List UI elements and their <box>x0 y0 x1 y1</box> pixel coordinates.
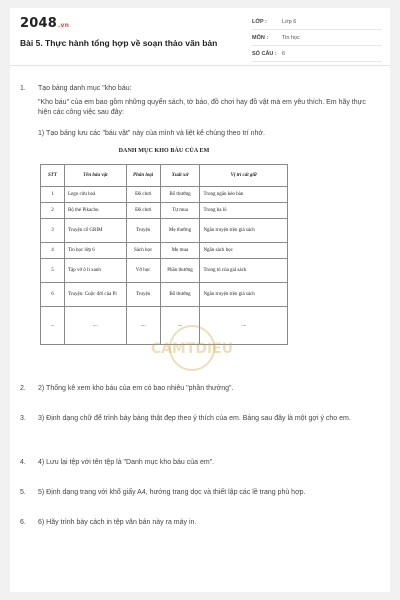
table-row <box>41 259 288 283</box>
meta-label: MÔN : <box>252 34 269 41</box>
table-cell: 5 <box>41 259 65 283</box>
table-cell: 6 <box>41 283 65 307</box>
meta-value: 6 <box>282 50 286 57</box>
table-cell: 1 <box>41 187 65 203</box>
table-cell: .... <box>126 307 160 345</box>
question-number: 1. <box>20 85 26 92</box>
table-cell: Đồ chơi <box>126 187 160 203</box>
question-6 <box>20 518 380 532</box>
table-cell: Trong ngăn kéo bàn <box>200 187 288 203</box>
question-text: 4) Lưu lại tệp với tên tệp là "Danh mục kho báu của em". <box>38 459 215 466</box>
logo-main: 2048 <box>20 16 57 31</box>
question-heading: Tạo bảng danh mục "kho báu: <box>38 85 132 92</box>
table-cell: Bố thưởng <box>160 283 200 307</box>
question-number: 6. <box>20 519 26 526</box>
col-header-stt: STT <box>41 165 65 187</box>
question-2 <box>20 384 380 398</box>
table-cell: .... <box>160 307 200 345</box>
table-row <box>41 203 288 219</box>
table-cell: Đồ chơi <box>126 203 160 219</box>
table-header-row <box>41 165 288 187</box>
table-cell: Mẹ mua <box>160 243 200 259</box>
page-title: Bài 5. Thực hành tổng hợp về soạn thảo văn bản <box>20 38 218 48</box>
question-subtask: 1) Tạo bảng lưu các "báu vật" này của mình và liệt kê chúng theo trí nhớ. <box>38 130 265 137</box>
question-1 <box>20 84 380 144</box>
table-row <box>41 243 288 259</box>
header <box>10 8 390 66</box>
meta-value: Tin học <box>282 34 300 41</box>
meta-value: Lớp 6 <box>282 18 297 25</box>
table-cell: Tin học lớp 6 <box>64 243 126 259</box>
table-row <box>41 187 288 203</box>
table-cell: .... <box>200 307 288 345</box>
col-header-category: Phân loại <box>126 165 160 187</box>
table-cell: Phần thưởng <box>160 259 200 283</box>
question-number: 3. <box>20 415 26 422</box>
site-logo[interactable] <box>20 16 69 31</box>
table-cell: Truyện: Cuộc đời của Pi <box>64 283 126 307</box>
table-row <box>41 283 288 307</box>
question-number: 2. <box>20 385 26 392</box>
table-cell: Truyện <box>126 219 160 243</box>
question-text: 5) Định dạng trang với khổ giấy A4, hướng trang dọc và thiết lập các lề trang phù hợp. <box>38 489 306 496</box>
watermark-text: CAMTDIEU <box>150 341 234 357</box>
question-5 <box>20 488 380 502</box>
col-header-location: Vị trí cất giữ <box>200 165 288 187</box>
table-title: DANH MỤC KHO BÁU CỦA EM <box>118 148 210 154</box>
treasure-table <box>40 164 288 345</box>
table-cell: 3 <box>41 219 65 243</box>
table-cell: Ngăn truyện trên giá sách <box>200 283 288 307</box>
table-cell: Ngăn truyện trên giá sách <box>200 219 288 243</box>
meta-row-question-count <box>252 46 382 62</box>
question-number: 4. <box>20 459 26 466</box>
question-3 <box>20 414 380 438</box>
table-cell: Lego cứu hoả <box>64 187 126 203</box>
question-number: 5. <box>20 489 26 496</box>
question-text: 3) Định dạng chữ để trình bày bảng thật đẹp theo ý thích của em. Bảng sau đây là một gợi ý cho em. <box>38 415 351 422</box>
meta-info <box>252 14 382 62</box>
table-cell: Truyện cổ GRIM <box>64 219 126 243</box>
table-cell: ... <box>41 307 65 345</box>
table-cell: Ngăn sách học <box>200 243 288 259</box>
meta-label: LỚP : <box>252 18 267 25</box>
table-cell: Tập vở ô li xanh <box>64 259 126 283</box>
table-row <box>41 307 288 345</box>
table-cell: Trong ba lô <box>200 203 288 219</box>
table-cell: Mẹ thưởng <box>160 219 200 243</box>
table-cell: Truyện <box>126 283 160 307</box>
question-intro: "Kho báu" của em bao gồm những quyển sách, tờ báo, đồ chơi hay đồ vật mà em yêu thích. Em hãy thực hiện các công việc sau đây: <box>38 99 366 116</box>
table-cell: Bố thưởng <box>160 187 200 203</box>
table-cell: 2 <box>41 203 65 219</box>
question-4 <box>20 458 380 472</box>
question-text: 2) Thống kê xem kho báu của em có bao nhiêu "phần thưởng". <box>38 385 234 392</box>
table-cell: 4 <box>41 243 65 259</box>
table-cell: Tự mua <box>160 203 200 219</box>
logo-tld: .vn <box>57 22 70 29</box>
meta-row-subject <box>252 30 382 46</box>
table-cell: .... <box>64 307 126 345</box>
meta-label: SỐ CÂU : <box>252 50 277 57</box>
meta-row-class <box>252 14 382 30</box>
table-cell: Vở học <box>126 259 160 283</box>
page <box>10 8 390 592</box>
table-row <box>41 219 288 243</box>
question-text: 6) Hãy trình bày cách in tệp văn bản này ra máy in. <box>38 519 197 526</box>
table-cell: Trong tủ của giá sách <box>200 259 288 283</box>
col-header-name: Tên báu vật <box>64 165 126 187</box>
table-cell: Bộ thẻ Pikachu <box>64 203 126 219</box>
table-cell: Sách học <box>126 243 160 259</box>
col-header-origin: Xuất xứ <box>160 165 200 187</box>
